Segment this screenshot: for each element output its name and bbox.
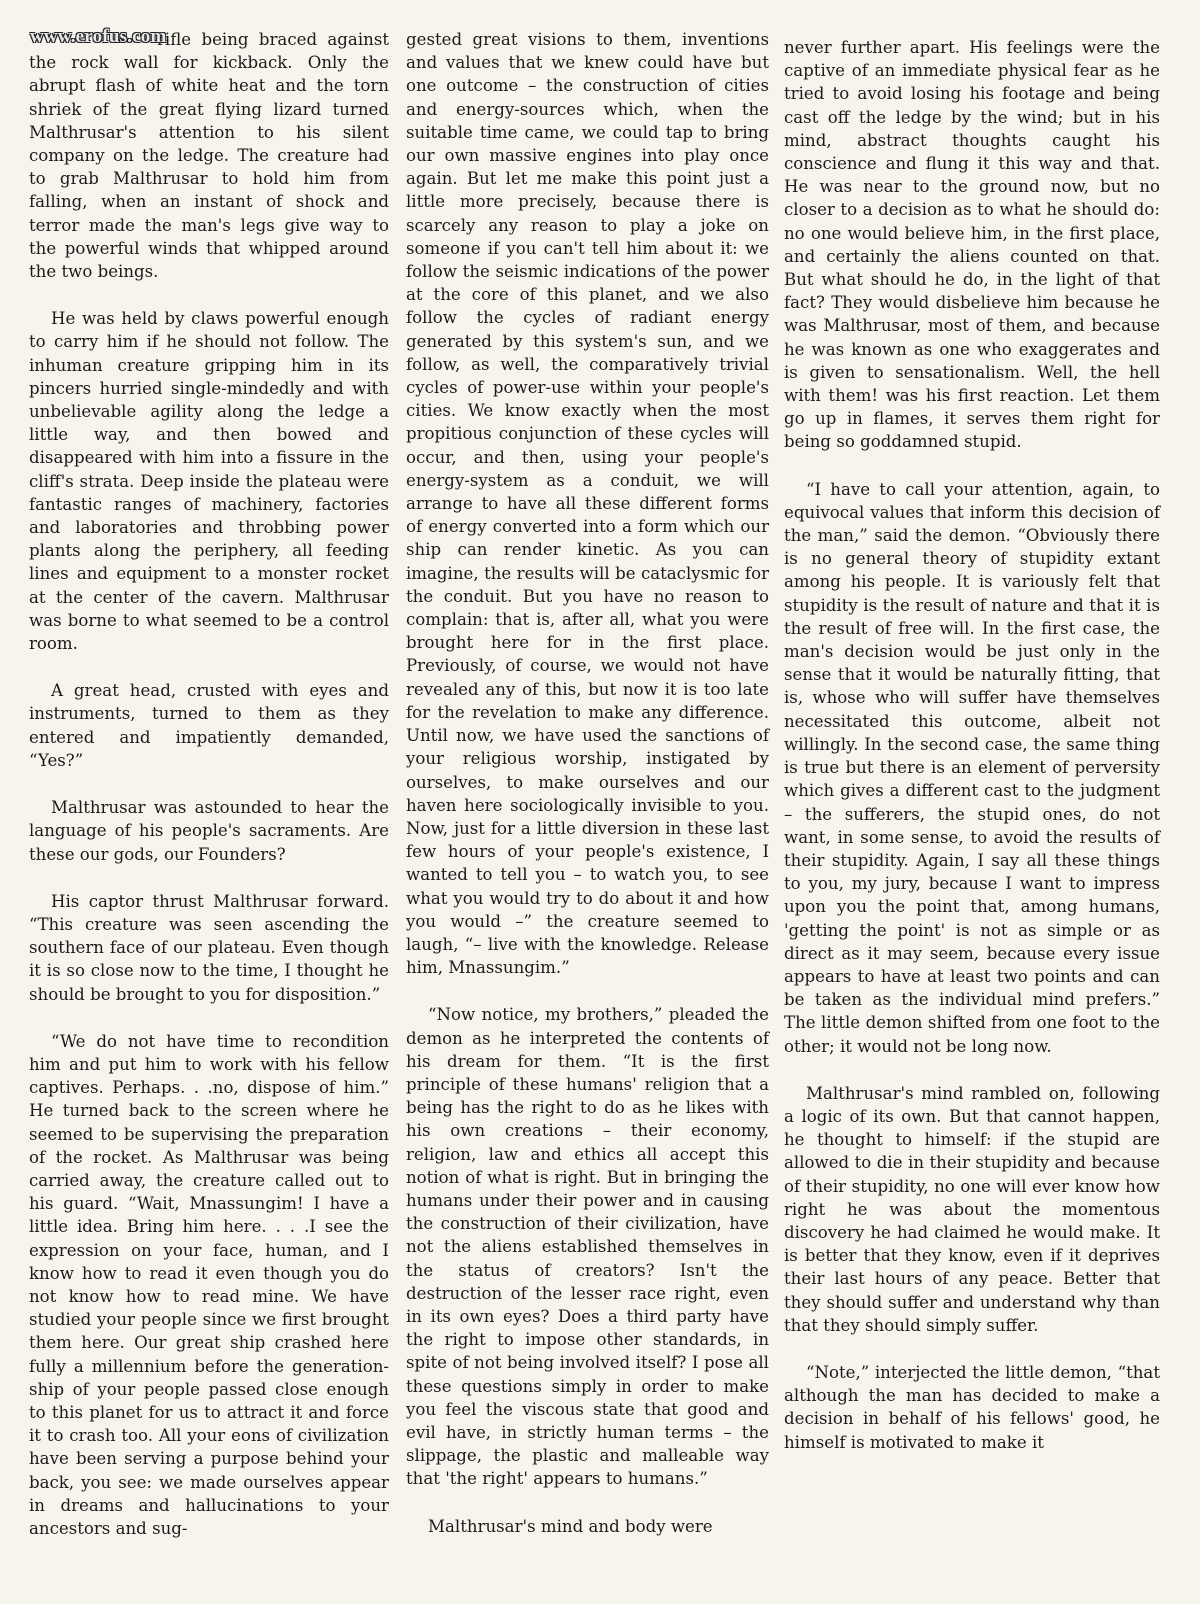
watermark: www.erofus.com: [30, 26, 167, 47]
paragraph: gested great visions to them, inventions and values that we knew could have but one outcome – the construction of cities and energy-sources which, when the suitable time came, we could tap to bring our own massive engines into play once again. But let me make this point just a little more precisely, because there is scarcely any reason to play a joke on someone if you can't tell him about it: we follow the seismic indications of the power at the core of this planet, and we also follow the cycles of radiant energy generated by this system's sun, and we follow, as well, the comparatively trivial cycles of power-use within your people's cities. We know exactly when the most propitious conjunction of these cycles will occur, and then, using your people's energy-system as a conduit, we will arrange to have all these different forms of energy converted into a form which our ship can render kinetic. As you can imagine, the results will be cataclysmic for the conduit. But you have no reason to complain: that is, after all, what you were brought here for in the first place. Previously, of course, we would not have revealed any of this, but now it is too late for the revelation to make any difference. Until now, we have used the sanctions of your religious worship, instigated by ourselves, to make ourselves and our haven here sociologically invisible to you. Now, just for a little diversion in these last few hours of your people's existence, I wanted to tell you – to watch you, to see what you would try to do about it and how you would –” the creature seemed to laugh, “– live with the knowledge. Release him, Mnassungim.”: [406, 30, 769, 978]
paragraph: Malthrusar's mind rambled on, following a logic of its own. But that cannot happen, he thought to himself: if the stupid are allowed to die in their stupidity and because of their stupidity, no one will ever know how right he was about the momentous discovery he had claimed he would make. It is better that they know, even if it deprives their last hours of any peace. Better that they should suffer and understand why than that they should simply suffer.: [784, 1083, 1160, 1335]
paragraph: He was held by claws powerful enough to carry him if he should not follow. The inhuman creature gripping him in its pincers hurried single-mindedly and with unbelievable agility along the ledge a little way, and then bowed and disappeared with him into a fissure in the cliff's strata. Deep inside the plateau were fantastic ranges of machinery, factories and laboratories and throbbing power plants along the periphery, all feeding lines and equipment to a monster rocket at the center of the cavern. Malthrusar was borne to what seemed to be a control room.: [29, 309, 389, 654]
paragraph: rifle being braced against the rock wall for kickback. Only the abrupt flash of white heat and the torn shriek of the great flying lizard turned Malthrusar's attention to his silent company on the ledge. The creature had to grab Malthrusar to hold him from falling, when an instant of shock and terror made the man's legs give way to the powerful winds that whipped around the two beings.: [29, 30, 389, 282]
text-column-1: [29, 28, 389, 1564]
paragraph: “I have to call your attention, again, to equivocal values that inform this decision of the man,” said the demon. “Obviously there is no general theory of stupidity extant among his people. It is variously felt that stupidity is the result of nature and that it is the result of free will. In the first case, the man's decision would be just only in the sense that it would be naturally fitting, that is, whose who will suffer have themselves necessitated this outcome, albeit not willingly. In the second case, the same thing is true but there is an element of perversity which gives a different cast to the judgment – the sufferers, the stupid ones, do not want, in some sense, to avoid the results of their stupidity. Again, I say all these things to you, my jury, because I want to impress upon you the point that, among humans, 'getting the point' is not as simple or as direct as it may seem, because every issue appears to have at least two points and can be taken as the individual mind prefers.” The little demon shifted from one foot to the other; it would not be long now.: [784, 479, 1160, 1056]
paragraph: A great head, crusted with eyes and instruments, turned to them as they entered and impatiently demanded, “Yes?”: [29, 681, 389, 770]
text-column-3: [784, 36, 1160, 1478]
paragraph: Malthrusar was astounded to hear the language of his people's sacraments. Are these our gods, our Founders?: [29, 798, 389, 864]
paragraph: His captor thrust Malthrusar forward. “This creature was seen ascending the southern face of our plateau. Even though it is so close now to the time, I thought he should be brought to you for disposition.”: [29, 891, 389, 1004]
paragraph: Malthrusar's mind and body were: [428, 1516, 713, 1536]
paragraph: “Note,” interjected the little demon, “that although the man has decided to make a decision in behalf of his fellows' good, he himself is motivated to make it: [784, 1362, 1160, 1452]
paragraph: never further apart. His feelings were the captive of an immediate physical fear as he tried to avoid losing his footage and being cast off the ledge by the wind; but in his mind, abstract thoughts caught his conscience and flung it this way and that. He was near to the ground now, but no closer to a decision as to what he should do: no one would believe him, in the first place, and certainly the aliens counted on that. But what should he do, in the light of that fact? They would disbelieve him because he was Malthrusar, most of them, and because he was known as one who exaggerates and is given to sensationalism. Well, the hell with them! was his first reaction. Let them go up in flames, it serves them right for being so goddamned stupid.: [784, 38, 1160, 452]
paragraph: “We do not have time to recondition him and put him to work with his fellow captives. Perhaps. . .no, dispose of him.” He turned back to the screen where he seemed to be supervising the preparation of the rocket. As Malthrusar was being carried away, the creature called out to his guard. “Wait, Mnassungim! I have a little idea. Bring him here. . . .I see the expression on your face, human, and I know how to read it even though you do not know how to read mine. We have studied your people since we first brought them here. Our great ship crashed here fully a millennium before the generation-ship of your people passed close enough to this planet for us to attract it and force it to crash too. All your eons of civilization have been serving a purpose behind your back, you see: we made ourselves appear in dreams and hallucinations to your ancestors and sug-: [29, 1031, 389, 1538]
paragraph: “Now notice, my brothers,” pleaded the demon as he interpreted the contents of his dream for them. “It is the first principle of these humans' religion that a being has the right to do as he likes with his own creations – their economy, religion, law and ethics all accept this notion of what is right. But in bringing the humans under their power and in causing the construction of their civilization, have not the aliens established themselves in the status of creators? Isn't the destruction of the lesser race right, even in its own eyes? Does a third party have the right to impose other standards, in spite of not being involved itself? I pose all these questions simply in order to make you feel the viscous state that good and evil have, in strictly human terms – the slippage, the plastic and malleable way that 'the right' appears to humans.”: [406, 1005, 769, 1489]
text-column-2: [406, 28, 769, 1562]
